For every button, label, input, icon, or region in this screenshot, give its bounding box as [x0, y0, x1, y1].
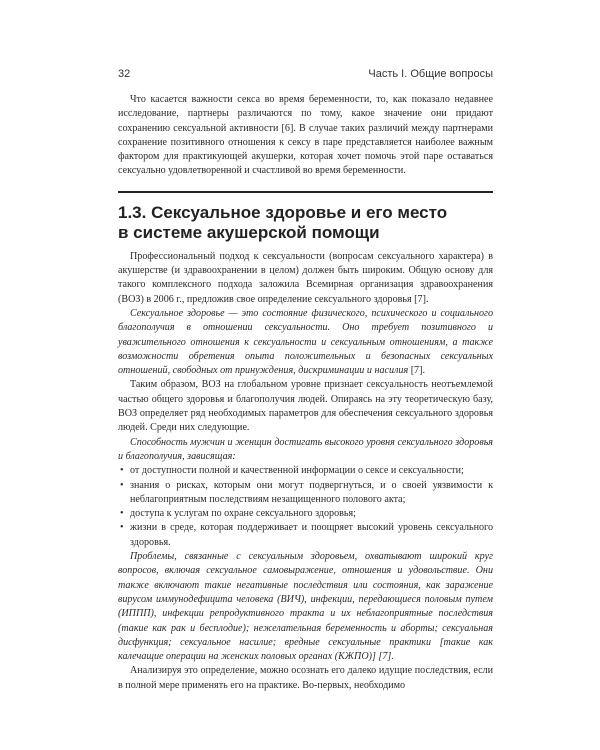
running-title: Часть I. Общие вопросы [368, 68, 493, 80]
page-number: 32 [118, 68, 131, 80]
problems-paragraph [118, 550, 493, 664]
ability-paragraph: Способность мужчин и женщин достигать высокого уровня сексуального здоровья и благополучия, зависящая: [118, 436, 493, 462]
definition-paragraph [118, 307, 493, 378]
section-heading [118, 203, 493, 243]
definition-reference: [7]. [408, 365, 425, 377]
paragraph-analysis: Анализируя это определение, можно осознать его далеко идущие последствия, если в полной мере применять его на практике. Во-первых, необходимо [118, 665, 493, 691]
conditions-list [118, 464, 493, 550]
problems-reference: [7]. [375, 651, 394, 663]
running-header [118, 68, 493, 82]
page-body [118, 93, 493, 693]
list-item: • от доступности полной и качественной информации о сексе и сексуальности; [118, 464, 493, 478]
section-divider [118, 191, 493, 193]
definition-text: Сексуальное здоровье — это состояние физического, психического и социального благополучия в отношении сексуальности. Оно требует позитивного и уважительного отношения к сексуальности и сексуальным отношениям, а также возможности обретения опыта положительных и безопасных сексуальных отношений, свободных от принуждения, дискриминации и насилия [118, 307, 493, 377]
list-item: • доступа к услугам по охране сексуального здоровья; [118, 507, 493, 521]
section-heading-line-2: в системе акушерской помощи [118, 222, 380, 242]
section-heading-line-1: 1.3. Сексуальное здоровье и его место [118, 202, 448, 222]
paragraph-approach: Профессиональный подход к сексуальности (вопросам сексуального характера) в акушерстве (и здравоохранении в целом) должен быть широким. Общую основу для такого комплексного подхода заложила Всемирная организация здравоохранения (ВОЗ) в 2006 г., предложив свое определение сексуального здоровья [7]. [118, 250, 493, 305]
list-item: • знания о рисках, которым они могут подвергнуться, и о своей уязвимости к неблагоприятным последствиям незащищенного полового акта; [118, 479, 493, 508]
problems-text: Проблемы, связанные с сексуальным здоровьем, охватывают широкий круг вопросов, включая сексуальное самовыражение, отношения и удовольствие. Они также включают такие негативные последствия или состояния, как заражение вирусом иммунодефицита человека (ВИЧ), инфекции, передающиеся половым путем (ИППП), инфекции репродуктивного тракта и их неблагоприятные последствия (такие как рак и бесплодие); нежелательная беременность и аборты; сексуальная дисфункция; сексуальное насилие; вредные сексуальные практики [такие как калечащие операции на женских половых органах (КЖПО)] [118, 551, 493, 663]
list-item: • жизни в среде, которая поддерживает и поощряет высокий уровень сексуального здоровья. [118, 521, 493, 550]
intro-paragraph: Что касается важности секса во время беременности, то, как показало недавнее исследование, партнеры различаются по тому, какое значение они придают сохранению сексуальной активности [6]. В случае таких различий между партнерами сохранение позитивного отношения к сексу в паре представляется наиболее важным фактором для практикующей акушерки, которая хочет помочь этой паре оставаться сексуально удовлетворенной и счастливой во время беременности. [118, 94, 493, 177]
paragraph-who: Таким образом, ВОЗ на глобальном уровне признает сексуальность неотъемлемой частью общего здоровья и благополучия людей. Опираясь на эту теоретическую базу, ВОЗ определяет ряд необходимых параметров для обеспечения сексуального здоровья людей. Среди них следующие. [118, 379, 493, 434]
